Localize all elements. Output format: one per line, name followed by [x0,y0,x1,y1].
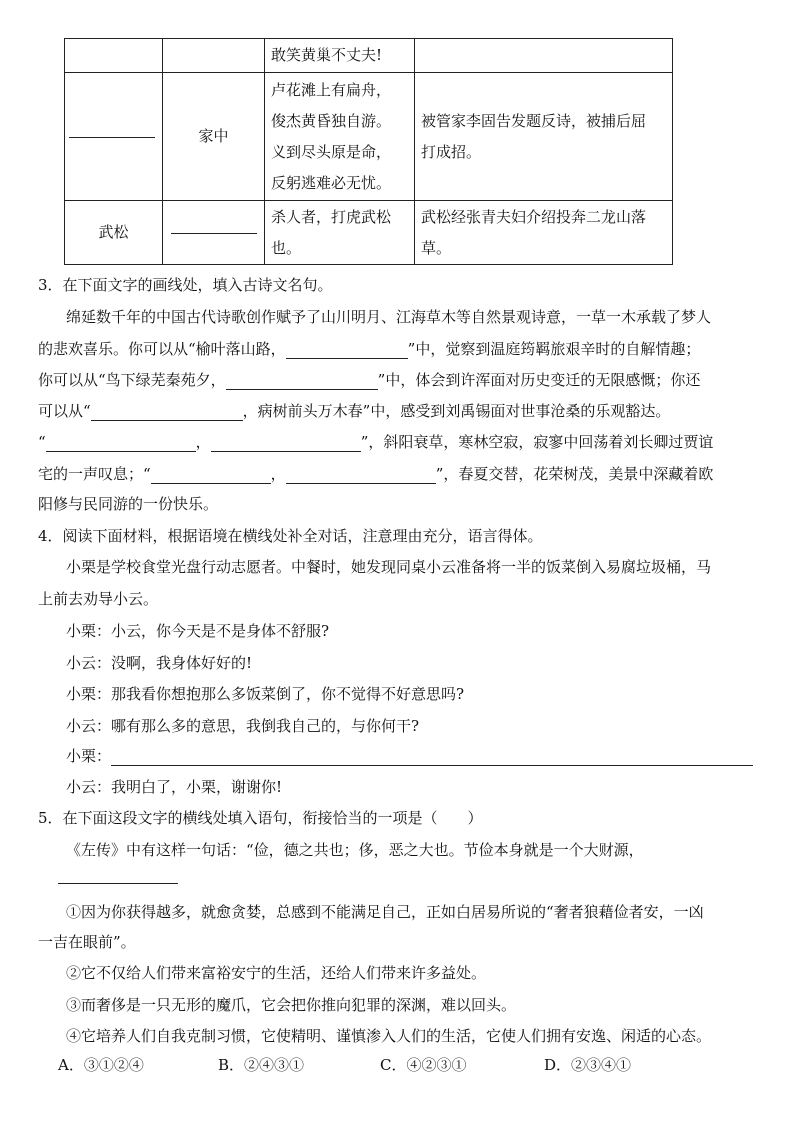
paragraph-line: 上前去劝导小云。 [38,590,159,608]
fill-blank[interactable] [226,373,378,390]
sentence-line: 一吉在眼前”。 [38,933,136,951]
fill-blank[interactable] [151,467,271,484]
sentence-line: ④它培养人们自我克制习惯，它使精明、谨慎渗入人们的生活，它使人们拥有安逸、闲适的心态。 [66,1027,712,1045]
table-cell [415,39,673,73]
fill-blank[interactable] [286,467,436,484]
fill-blank[interactable] [211,435,361,452]
sentence-line: ①因为你获得越多，就愈贪婪，总感到不能满足自己，正如白居易所说的“奢者狼藉俭者安，一凶 [66,903,704,921]
event-line: 打成招。 [421,142,482,161]
dialogue-line [66,746,753,766]
paragraph-line: 阳修与民同游的一份快乐。 [38,495,219,513]
sentence-line: ③而奢侈是一只无形的魔爪，它会把你推向犯罪的深渊，难以回头。 [66,996,517,1014]
table-cell [265,39,415,73]
event-line: 草。 [421,238,452,257]
question-3-title: 3．在下面文字的画线处，填入古诗文名句。 [38,276,333,294]
table-cell [65,201,163,265]
poem-text: 敢笑黄巢不丈夫! [271,46,383,64]
text-span: ”中，觉察到温庭筠羁旅艰辛时的自解情趣； [407,340,701,358]
text-span: 宅的一声叹息；“ [38,465,151,483]
text-span: 你可以从“鸟下绿芜秦苑夕， [38,371,226,389]
fill-blank[interactable] [91,404,243,421]
text-span: ， [270,465,286,483]
paragraph-line [38,370,700,390]
option-c[interactable]: C．④②③① [380,1056,467,1074]
dialogue-line: 小栗：那我看你想抱那么多饭菜倒了，你不觉得不好意思吗? [66,685,465,703]
fill-blank[interactable] [46,435,196,452]
answer-blank[interactable] [58,883,178,884]
place-text: 家中 [198,127,229,145]
poem-line: 反躬逃难必无忧。 [271,173,392,192]
paragraph-line [38,464,713,484]
quote-line: 杀人者，打虎武松 [271,207,392,226]
text-span: 小栗： [66,747,112,765]
question-5-title: 5．在下面这段文字的横线处填入语句，衔接恰当的一项是（ ） [38,809,483,827]
table-cell [415,201,673,265]
paragraph-line: 《左传》中有这样一句话：“俭，德之共也；侈，恶之大也。节俭本身就是一个大财源， [66,841,644,859]
table-cell [65,39,163,73]
dialogue-line: 小栗：小云，你今天是不是身体不舒服? [66,622,330,640]
dialogue-line: 小云：我明白了，小栗，谢谢你! [66,778,283,796]
table-row [65,201,673,265]
poem-line: 俊杰黄昏独自游。 [271,111,392,130]
table-cell [163,73,265,201]
poem-line: 卢花滩上有扁舟， [271,80,392,99]
text-span: “ [38,433,46,451]
text-span: 可以从“ [38,402,91,420]
paragraph-line [38,401,670,421]
fill-blank[interactable] [286,342,408,359]
fill-blank[interactable] [69,136,155,138]
paragraph-line: 小栗是学校食堂光盘行动志愿者。中餐时，她发现同桌小云准备将一半的饭菜倒入易腐垃圾桶，马 [66,558,712,576]
event-line: 武松经张青夫妇介绍投奔二龙山落 [421,207,647,226]
character-table [64,38,673,265]
poem-line: 义到尽头原是命， [271,142,392,161]
option-d[interactable]: D．②③④① [544,1056,632,1074]
option-a[interactable]: A．③①②④ [58,1056,144,1074]
event-line: 被管家李固告发题反诗，被捕后屈 [421,111,647,130]
paragraph-line: 绵延数千年的中国古代诗歌创作赋予了山川明月、江海草木等自然景观诗意，一草一木承载了梦人 [66,308,712,326]
paragraph-line [38,432,713,452]
table-cell [163,201,265,265]
question-4-title: 4．阅读下面材料，根据语境在横线处补全对话，注意理由充分，语言得体。 [38,527,543,545]
text-span: 的悲欢喜乐。你可以从“榆叶落山路， [38,340,286,358]
table-cell [265,201,415,265]
options-row [58,1055,631,1075]
table-row [65,73,673,201]
dialogue-line: 小云：没啊，我身体好好的! [66,654,253,672]
quote-line: 也。 [271,238,302,257]
paragraph-line [38,339,700,359]
fill-blank[interactable] [171,232,257,234]
name-text: 武松 [98,223,129,241]
dialogue-line: 小云：哪有那么多的意思，我倒我自己的，与你何干? [66,717,420,735]
table-cell [163,39,265,73]
text-span: ”，斜阳衰草，寒林空寂，寂寥中回荡着刘长卿过贾谊 [360,433,714,451]
text-span: ”中，体会到许浑面对历史变迁的无限感慨；你还 [377,371,701,389]
text-span: ， [195,433,211,451]
table-row [65,39,673,73]
text-span: ，病树前头万木春”中，感受到刘禹锡面对世事沧桑的乐观豁达。 [242,402,671,420]
sentence-line: ②它不仅给人们带来富裕安宁的生活，还给人们带来许多益处。 [66,964,487,982]
text-span: ”，春夏交替，花荣树茂，美景中深藏着欧 [435,465,714,483]
table-cell [415,73,673,201]
table-cell [265,73,415,201]
answer-blank[interactable] [111,749,753,766]
option-b[interactable]: B．②④③① [218,1056,305,1074]
table-cell [65,73,163,201]
